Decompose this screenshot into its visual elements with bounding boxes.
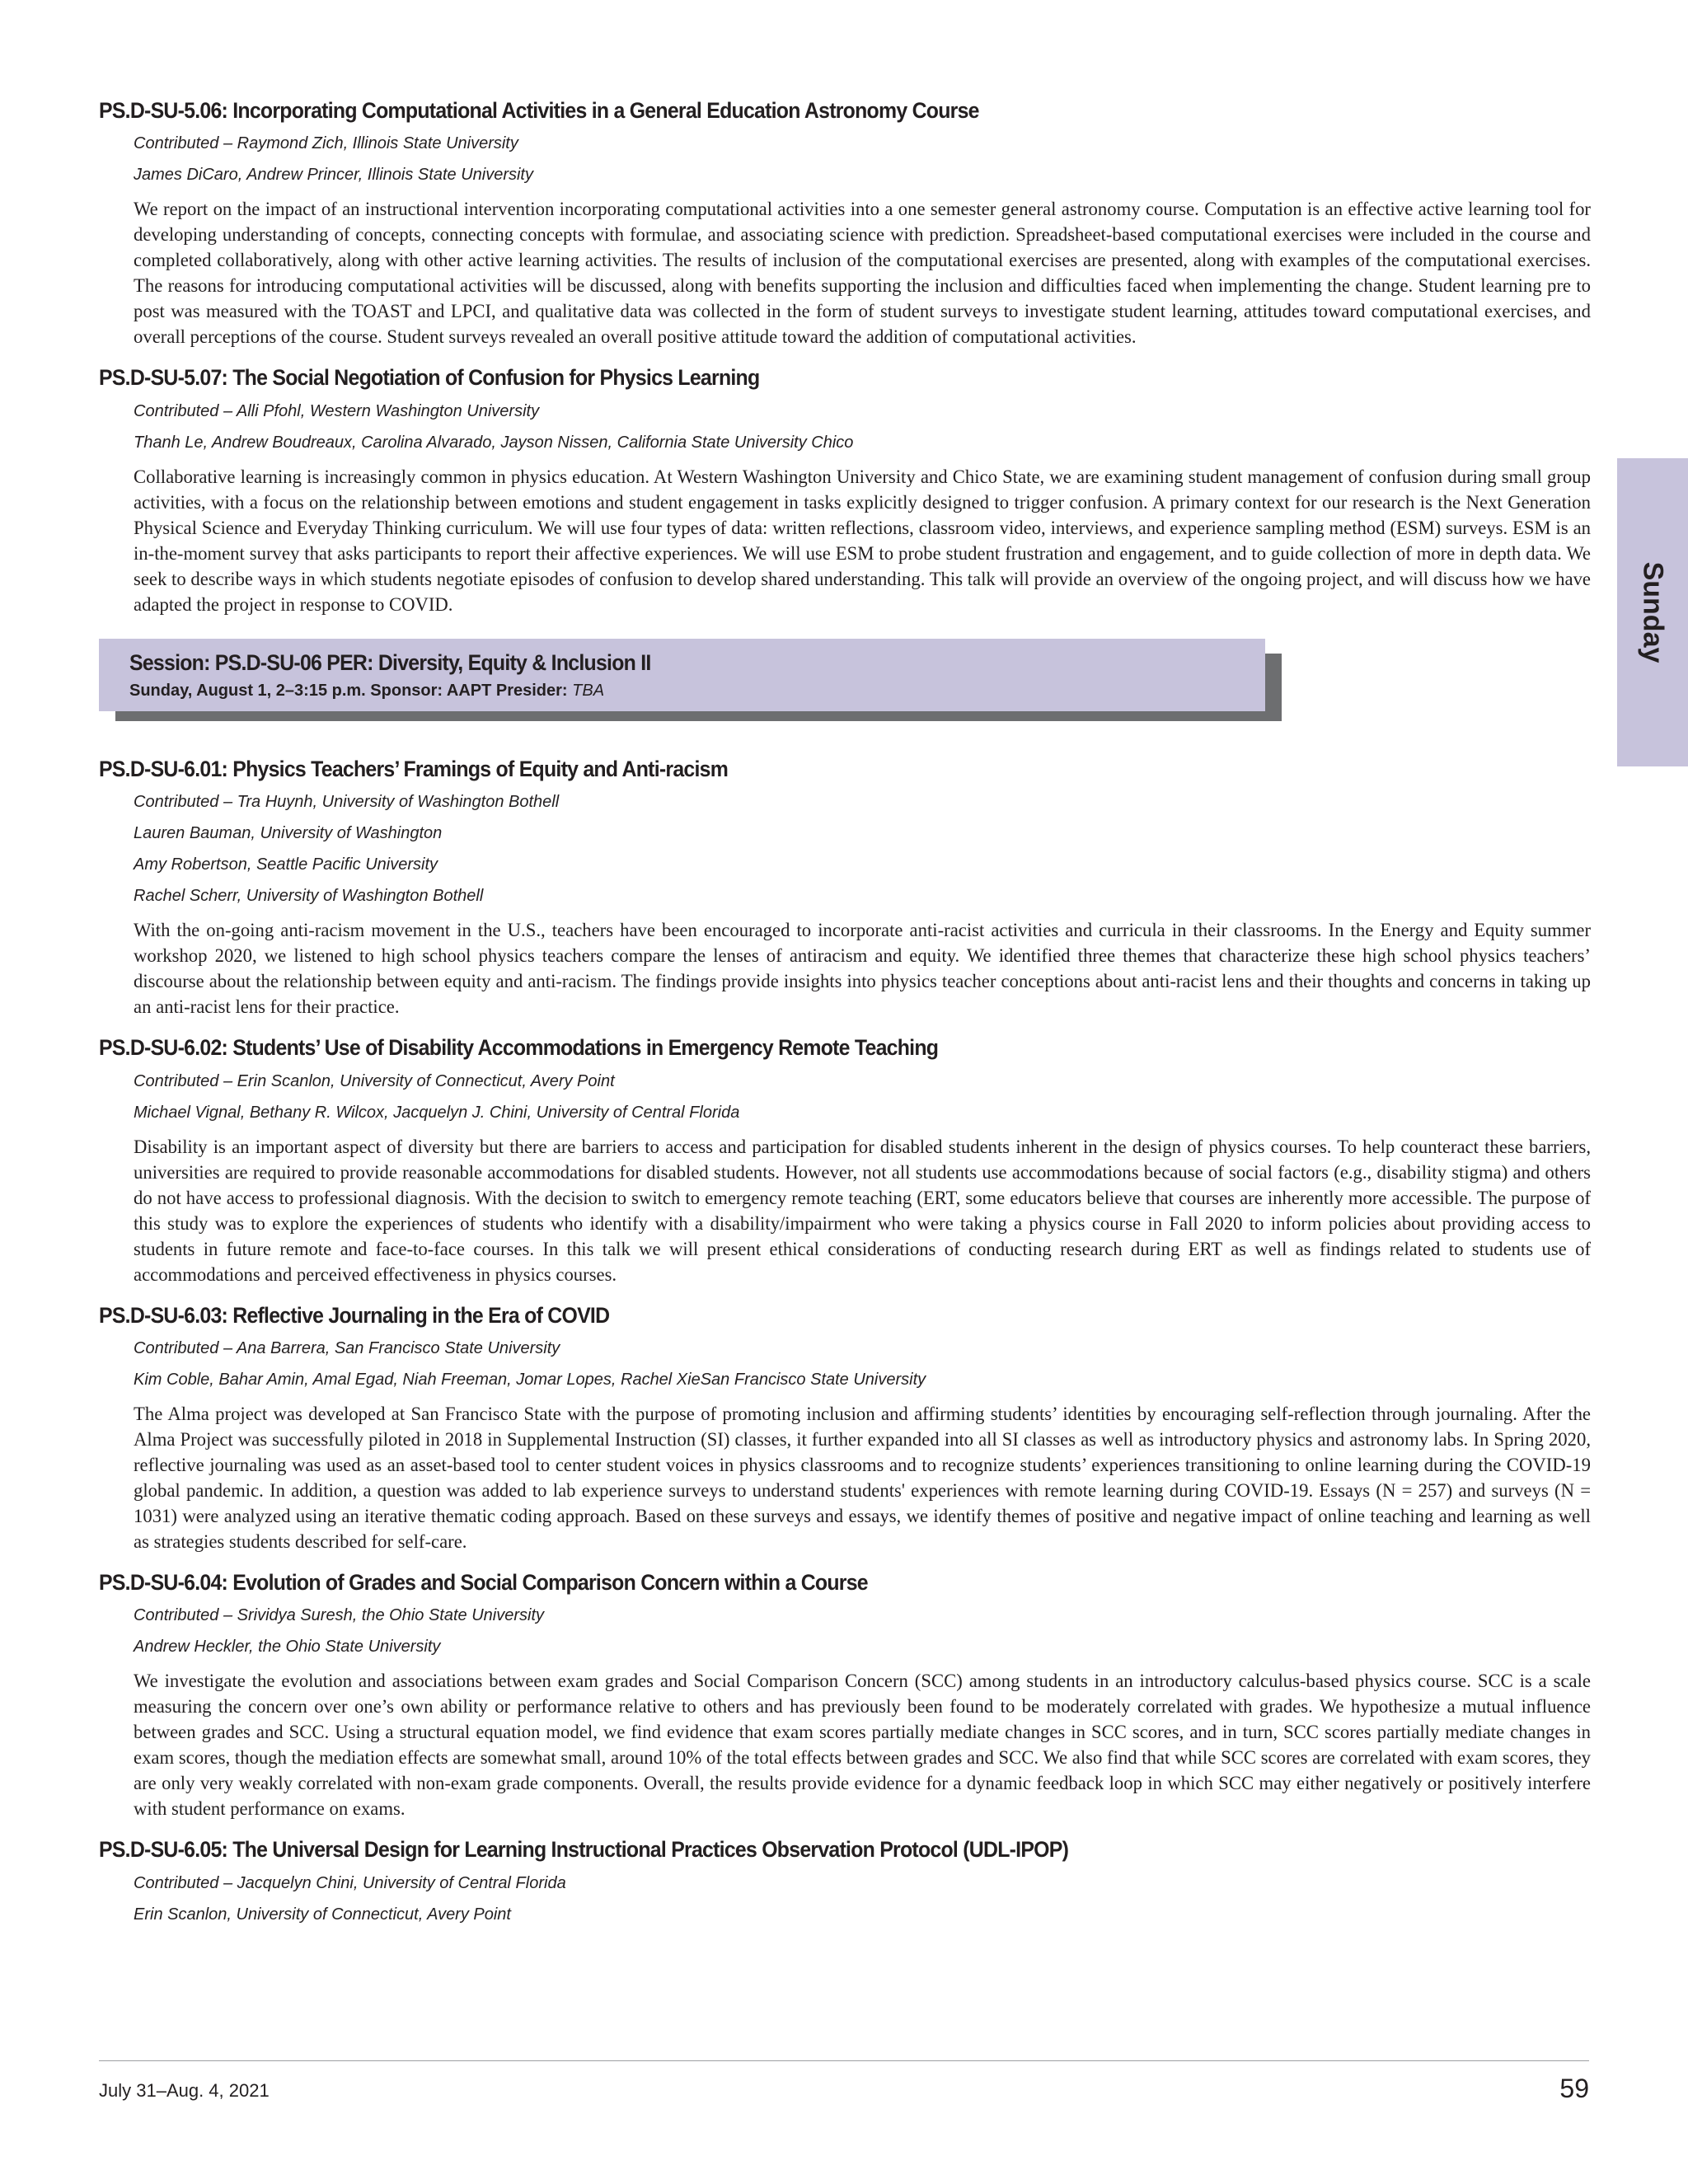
abstract-entry bbox=[99, 364, 1591, 616]
page-number: 59 bbox=[1559, 2074, 1589, 2103]
entry-title: PS.D-SU-6.03: Reflective Journaling in the Era of COVID bbox=[99, 1302, 610, 1328]
entry-author: Kim Coble, Bahar Amin, Amal Egad, Niah Freeman, Jomar Lopes, Rachel XieSan Francisco State University bbox=[134, 1370, 926, 1389]
footer-divider bbox=[99, 2060, 1589, 2061]
entries-after-session bbox=[99, 756, 1591, 1924]
session-title: Session: PS.D-SU-06 PER: Diversity, Equity & Inclusion II bbox=[129, 649, 651, 675]
entry-title: PS.D-SU-6.01: Physics Teachers’ Framings of Equity and Anti-racism bbox=[99, 756, 729, 781]
entry-author: Contributed – Alli Pfohl, Western Washington University bbox=[134, 401, 540, 420]
entry-author: Michael Vignal, Bethany R. Wilcox, Jacquelyn J. Chini, University of Central Florida bbox=[134, 1103, 740, 1122]
entry-author: Andrew Heckler, the Ohio State University bbox=[134, 1638, 441, 1657]
session-details-text: Sunday, August 1, 2–3:15 p.m. Sponsor: AAPT Presider: bbox=[129, 681, 573, 700]
abstract-entry bbox=[99, 1569, 1591, 1821]
entry-title: PS.D-SU-5.06: Incorporating Computational Activities in a General Education Astronomy Course bbox=[99, 98, 979, 123]
entry-abstract: The Alma project was developed at San Francisco State with the purpose of promoting inclusion and affirming students’ identities by encouraging self-reflection through journaling. After the Alma Project was successfully piloted in 2018 in Supplemental Instruction (SI) classes, it further expanded into all SI classes as well as introductory physics and astronomy labs. In Spring 2020, reflective journaling was used as an asset-based tool to center student voices in physics classrooms and to recognize students’ experiences transitioning to online learning during the COVID-19 global pandemic. In addition, a question was added to lab experience surveys to understand students' experiences with remote learning during COVID-19. Essays (N = 257) and surveys (N = 1031) were analyzed using an iterative thematic coding approach. Based on these surveys and essays, we identify themes of positive and negative impact of online teaching and learning as well as strategies students described for self-care. bbox=[134, 1403, 1591, 1552]
entry-author: Contributed – Srividya Suresh, the Ohio State University bbox=[134, 1606, 545, 1625]
entry-abstract: With the on-going anti-racism movement in the U.S., teachers have been encouraged to incorporate anti-racist activities and curricula in their classrooms. In the Energy and Equity summer workshop 2020, we listened to high school physics teachers compare the lenses of antiracism and equity. We identified three themes that characterize these high school physics teachers’ discourse about the relationship between equity and anti-racism. The findings provide insights into physics teacher conceptions about anti-racist lens and their thoughts and concerns in taking up an anti-racist lens for their practice. bbox=[134, 920, 1591, 1018]
entry-title: PS.D-SU-6.05: The Universal Design for Learning Instructional Practices Observation Protocol (UDL-IPOP) bbox=[99, 1837, 1069, 1863]
entry-author: Rachel Scherr, University of Washington Bothell bbox=[134, 887, 484, 906]
entry-author: James DiCaro, Andrew Princer, Illinois State University bbox=[134, 166, 533, 185]
page-content bbox=[99, 97, 1591, 1939]
entry-title: PS.D-SU-6.04: Evolution of Grades and Social Comparison Concern within a Course bbox=[99, 1569, 868, 1595]
entry-abstract: Collaborative learning is increasingly common in physics education. At Western Washington University and Chico State, we are examining student management of confusion during small group activities, with a focus on the relationship between emotions and student engagement in tasks explicitly designed to trigger confusion. A primary context for our research is the Next Generation Physical Science and Everyday Thinking curriculum. We will use four types of data: written reflections, classroom video, interviews, and experience sampling method (ESM) surveys. ESM is an in-the-moment survey that asks participants to report their affective experiences. We will use ESM to probe student frustration and engagement, and to guide collection of more in depth data. We seek to describe ways in which students negotiate episodes of confusion to develop shared understanding. This talk will provide an overview of the ongoing project, and will discuss how we have adapted the project in response to COVID. bbox=[134, 466, 1591, 615]
entry-author: Contributed – Jacquelyn Chini, University of Central Florida bbox=[134, 1873, 566, 1892]
entry-author: Contributed – Ana Barrera, San Francisco State University bbox=[134, 1338, 560, 1357]
entries-before-session bbox=[99, 97, 1591, 617]
side-tab-label: Sunday bbox=[1637, 561, 1669, 663]
entry-author: Lauren Bauman, University of Washington bbox=[134, 824, 443, 843]
section-side-tab bbox=[1617, 458, 1688, 766]
entry-author: Contributed – Raymond Zich, Illinois State University bbox=[134, 134, 518, 153]
session-header-panel bbox=[99, 639, 1265, 711]
session-details bbox=[129, 682, 604, 701]
footer-date: July 31–Aug. 4, 2021 bbox=[99, 2080, 270, 2101]
entry-abstract: Disability is an important aspect of diversity but there are barriers to access and participation for disabled students inherent in the design of physics courses. To help counteract these barriers, universities are required to provide reasonable accommodations for disabled students. However, not all students use accommodations because of social factors (e.g., disability stigma) and others do not have access to professional diagnosis. With the decision to switch to emergency remote teaching (ERT, some educators believe that courses are inherently more accessible. The purpose of this study was to explore the experiences of students who identify with a disability/impairment who were taking a physics course in Fall 2020 to inform policies about providing access to students in future remote and face-to-face courses. In this talk we will present ethical considerations of conducting research during ERT as well as findings related to students use of accommodations and perceived effectiveness in physics courses. bbox=[134, 1136, 1591, 1285]
entry-author: Contributed – Tra Huynh, University of Washington Bothell bbox=[134, 793, 560, 812]
entry-author: Amy Robertson, Seattle Pacific University bbox=[134, 855, 438, 874]
abstract-entry bbox=[99, 1836, 1591, 1924]
session-presider: TBA bbox=[572, 681, 605, 700]
entry-author: Erin Scanlon, University of Connecticut, Avery Point bbox=[134, 1905, 511, 1924]
entry-abstract: We report on the impact of an instructional intervention incorporating computational activities into a one semester general astronomy course. Computation is an effective active learning tool for developing understanding of concepts, connecting concepts with formulae, and associating science with prediction. Spreadsheet-based computational exercises were included in the course and completed collaboratively, along with other active learning activities. The results of inclusion of the computational exercises are presented, along with examples of the computational exercises. The reasons for introducing computational activities will be discussed, along with benefits supporting the inclusion and difficulties faced when implementing the change. Student learning pre to post was measured with the TOAST and LPCI, and qualitative data was collected in the form of student surveys to investigate student learning, attitudes toward computational exercises, and overall perceptions of the course. Student surveys revealed an overall positive attitude toward the addition of computational activities. bbox=[134, 199, 1591, 348]
entry-author: Thanh Le, Andrew Boudreaux, Carolina Alvarado, Jayson Nissen, California State University Chico bbox=[134, 433, 854, 452]
session-header bbox=[99, 639, 1265, 713]
entry-abstract: We investigate the evolution and associations between exam grades and Social Comparison Concern (SCC) among students in an introductory calculus-based physics course. SCC is a scale measuring the concern over one’s own ability or performance relative to others and has previously been found to be moderately correlated with grades. We hypothesize a mutual influence between grades and SCC. Using a structural equation model, we find evidence that exam scores partially mediate changes in SCC scores, and in turn, SCC scores partially mediate changes in exam scores, though the mediation effects are somewhat small, around 10% of the total effects between grades and SCC. We also find that while SCC scores are correlated with exam scores, they are only very weakly correlated with non-exam grade components. Overall, the results provide evidence for a dynamic feedback loop in which SCC may either negatively or positively interfere with student performance on exams. bbox=[134, 1671, 1591, 1820]
abstract-entry bbox=[99, 756, 1591, 1019]
abstract-entry bbox=[99, 97, 1591, 349]
entry-title: PS.D-SU-5.07: The Social Negotiation of Confusion for Physics Learning bbox=[99, 365, 760, 391]
abstract-entry bbox=[99, 1302, 1591, 1554]
entry-author: Contributed – Erin Scanlon, University of Connecticut, Avery Point bbox=[134, 1071, 615, 1090]
entry-title: PS.D-SU-6.02: Students’ Use of Disability Accommodations in Emergency Remote Teaching bbox=[99, 1035, 939, 1061]
abstract-entry bbox=[99, 1034, 1591, 1286]
